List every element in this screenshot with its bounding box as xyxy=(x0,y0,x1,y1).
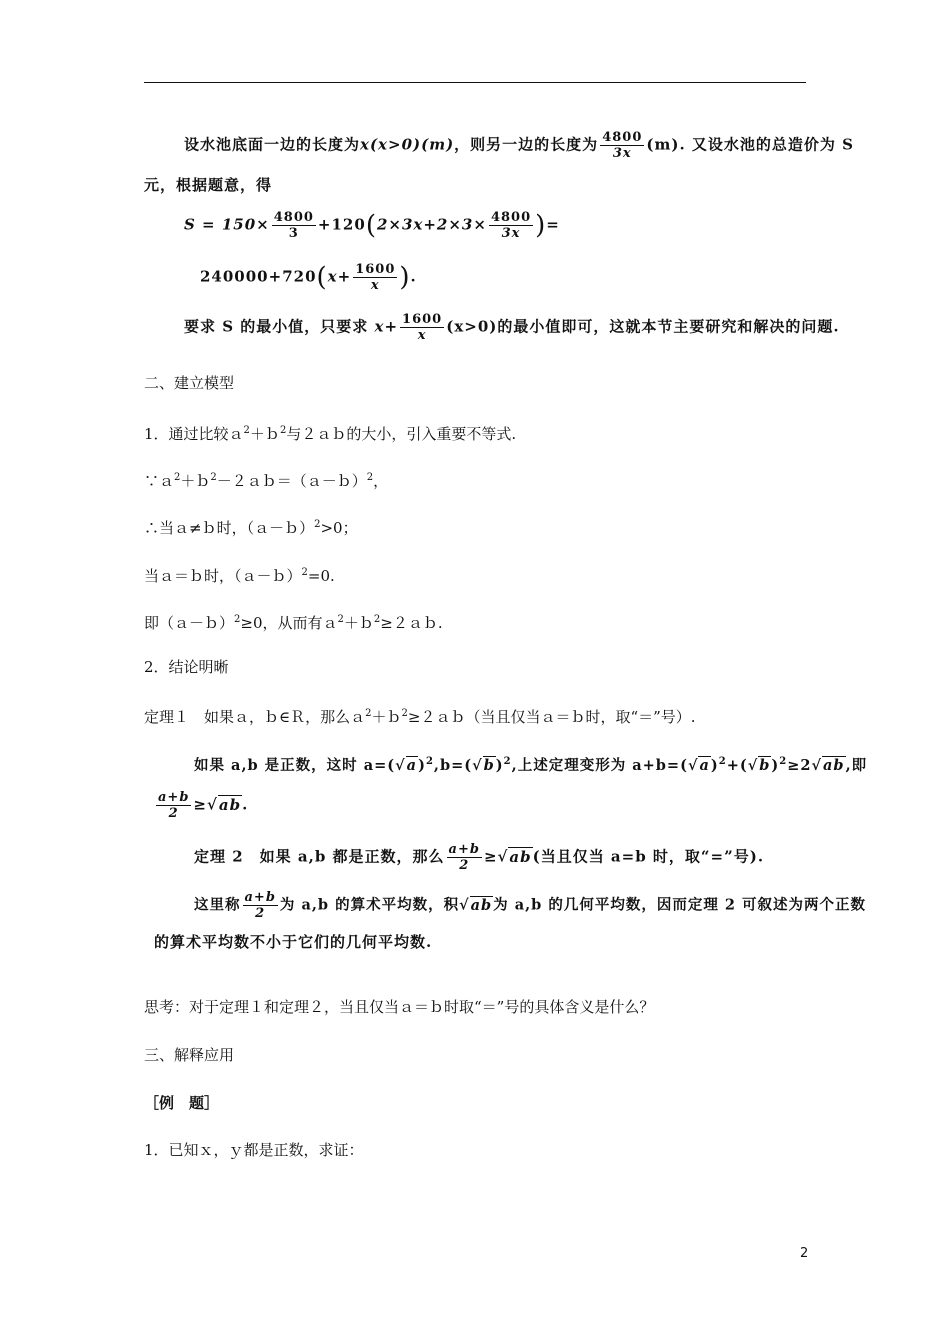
text: ≥ xyxy=(193,795,207,814)
text: ＋ｂ xyxy=(371,708,402,726)
theorem-1 xyxy=(144,704,696,727)
paragraph-transform: 如果 a,b 是正数，这时 $a=(√a)^2,b=(√b)^2$,上述定理变形为 $a+b=(√a)^2+(√b)^2\ge 2√ab$,即 xyxy=(194,756,868,774)
text: =0. xyxy=(307,567,335,585)
fraction xyxy=(600,130,644,161)
text: ≥0，从而有ａ xyxy=(240,614,338,632)
text: ＋ｂ xyxy=(343,614,374,632)
text: 定理 2 如果 a,b 都是正数，那么 xyxy=(194,847,445,866)
text: 这里称 xyxy=(194,896,241,914)
text: 即（ａ－ｂ） xyxy=(144,614,235,632)
sqrt: b xyxy=(759,756,771,774)
text: >0； xyxy=(320,519,358,537)
text: (m). 又设水池的总造价为 S xyxy=(646,135,854,154)
text: 与２ａｂ的大小，引入重要不等式. xyxy=(286,425,517,443)
requirement-line xyxy=(184,312,840,343)
superscript: 2 xyxy=(314,519,321,530)
text: 当ａ＝ｂ时，（ａ－ｂ） xyxy=(144,567,302,585)
denominator: 2 xyxy=(255,906,266,921)
text: ,上述定理变形为 a+b=( xyxy=(511,756,688,774)
sqrt: ab xyxy=(218,795,242,814)
text: 如果 a,b 是正数，这时 a=( xyxy=(194,756,396,774)
sqrt: ab xyxy=(509,847,532,866)
text: ,b=( xyxy=(433,756,473,774)
text: －２ａｂ＝（ａ－ｂ） xyxy=(216,472,367,490)
superscript: 2 xyxy=(503,756,512,767)
text: ≥ xyxy=(483,847,498,866)
text: ) xyxy=(710,756,719,774)
text: 的算术平均数不小于它们的几何平均数. xyxy=(154,933,433,951)
think-question xyxy=(144,997,654,1017)
math: x+ xyxy=(374,317,399,336)
sqrt: ab xyxy=(470,896,493,914)
superscript: 2 xyxy=(210,472,217,483)
text: (当且仅当 a=b 时，取“=”号). xyxy=(532,847,765,866)
text: 思考：对于定理１和定理２，当且仅当ａ＝ｂ时取“＝”号的具体含义是什么？ xyxy=(144,998,655,1016)
paragraph-transform-cont: $\frac{a+b}{2}$ ≥√ab. xyxy=(158,790,249,821)
denominator: 3x xyxy=(612,146,632,161)
text: ) xyxy=(771,756,780,774)
case-unequal xyxy=(144,515,358,538)
superscript: 2 xyxy=(243,425,250,436)
text: ∵ａ xyxy=(144,472,175,490)
fraction xyxy=(243,890,278,921)
superscript: 2 xyxy=(234,614,241,625)
sqrt: a xyxy=(406,756,418,774)
fraction xyxy=(353,262,397,293)
text: ) xyxy=(418,756,426,774)
superscript: 2 xyxy=(279,425,287,436)
text: 定理１ 如果ａ，ｂ∈Ｒ，那么ａ xyxy=(144,708,366,726)
text: ≥２ａｂ. xyxy=(380,614,443,632)
fraction xyxy=(156,790,191,821)
text: ∴当ａ≠ｂ时，（ａ－ｂ） xyxy=(144,519,315,537)
text: ［例 题］ xyxy=(144,1094,220,1112)
numerator: 4800 xyxy=(273,210,314,225)
superscript: 2 xyxy=(301,567,308,578)
text: 二、建立模型 xyxy=(144,374,235,392)
section-heading-2 xyxy=(144,373,234,393)
text: +( xyxy=(726,756,748,774)
text: ＋ｂ xyxy=(249,425,280,443)
superscript: 2 xyxy=(373,614,381,625)
superscript: 2 xyxy=(174,472,181,483)
fraction xyxy=(272,210,316,241)
text: ＋ｂ xyxy=(180,472,211,490)
text: (x>0)的最小值即可，这就本节主要研究和解决的问题. xyxy=(446,317,840,336)
math: x+ xyxy=(327,267,352,286)
superscript: 2 xyxy=(337,614,344,625)
superscript: 2 xyxy=(425,756,434,767)
step-1 xyxy=(144,421,516,444)
example-1 xyxy=(144,1140,364,1160)
text: 1．通过比较ａ xyxy=(144,425,244,443)
text: . xyxy=(242,795,249,814)
section-heading-3 xyxy=(144,1045,234,1065)
paren: ) xyxy=(535,210,547,241)
text: 2．结论明晰 xyxy=(144,658,229,676)
denominator: 3x xyxy=(501,226,521,241)
sqrt: ab xyxy=(823,756,845,774)
superscript: 2 xyxy=(366,472,374,483)
math: S = 150× xyxy=(184,215,270,234)
denominator: x xyxy=(417,328,427,343)
fraction xyxy=(447,842,482,873)
paragraph-means: 这里称 $\frac{a+b}{2}$ 为 a,b 的算术平均数，积√ab为 a,b 的几何平均数，因而定理 2 可叙述为两个正数 xyxy=(194,890,867,921)
math: = xyxy=(546,215,560,234)
superscript: 2 xyxy=(365,708,372,719)
denominator: 3 xyxy=(288,226,299,241)
text: 1．已知ｘ，ｙ都是正数，求证： xyxy=(144,1141,364,1159)
equation-1 xyxy=(184,210,560,241)
superscript: 2 xyxy=(718,756,727,767)
text: ， xyxy=(373,472,389,490)
paragraph-setup xyxy=(184,130,854,161)
step-2 xyxy=(144,657,229,677)
fraction xyxy=(489,210,533,241)
sqrt: a xyxy=(699,756,710,774)
conclusion-line xyxy=(144,610,443,633)
math: 240000+720 xyxy=(200,267,317,286)
header-rule xyxy=(144,82,806,83)
example-heading xyxy=(144,1093,219,1113)
text: ≥2 xyxy=(787,756,812,774)
text: 为 a,b 的几何平均数，因而定理 2 可叙述为两个正数 xyxy=(493,896,867,914)
denominator: 2 xyxy=(168,806,179,821)
numerator: a+b xyxy=(244,890,276,905)
numerator: 1600 xyxy=(402,312,443,327)
numerator: a+b xyxy=(448,842,480,857)
fraction xyxy=(400,312,444,343)
text: ,即 xyxy=(845,756,868,774)
page-number: 2 xyxy=(800,1246,809,1261)
numerator: 4800 xyxy=(490,210,532,225)
paren: ( xyxy=(365,210,377,241)
text: 设水池底面一边的长度为 xyxy=(184,135,361,154)
paren: ) xyxy=(399,262,411,293)
text: ，则另一边的长度为 xyxy=(454,135,599,154)
superscript: 2 xyxy=(401,708,408,719)
denominator: 2 xyxy=(459,858,470,873)
paragraph-means-cont xyxy=(154,932,432,952)
text: ≥２ａｂ（当且仅当ａ＝ｂ时，取“＝”号）. xyxy=(407,708,696,726)
math: +120 xyxy=(317,215,366,234)
denominator: x xyxy=(370,278,380,293)
superscript: 2 xyxy=(779,756,788,767)
numerator: 4800 xyxy=(602,130,643,145)
identity-line xyxy=(144,468,388,491)
equation-2 xyxy=(200,262,417,293)
paragraph-setup-cont xyxy=(144,175,272,195)
text: ) xyxy=(495,756,504,774)
theorem-2: 定理 2 如果 a,b 都是正数，那么 $\frac{a+b}{2}$ ≥√ab(当且仅当 a=b 时，取“=”号). xyxy=(194,842,765,873)
sqrt: b xyxy=(483,756,495,774)
math: x(x>0)(m) xyxy=(360,135,455,154)
case-equal xyxy=(144,563,335,586)
math: 2×3x+2×3× xyxy=(376,215,487,234)
text: 要求 S 的最小值，只要求 xyxy=(184,317,369,336)
numerator: 1600 xyxy=(355,262,396,277)
math: . xyxy=(410,267,417,286)
text: 元，根据题意，得 xyxy=(144,176,273,194)
paren: ( xyxy=(316,262,328,293)
text: 三、解释应用 xyxy=(144,1046,235,1064)
numerator: a+b xyxy=(158,790,190,805)
text: 为 a,b 的算术平均数，积 xyxy=(279,896,460,914)
